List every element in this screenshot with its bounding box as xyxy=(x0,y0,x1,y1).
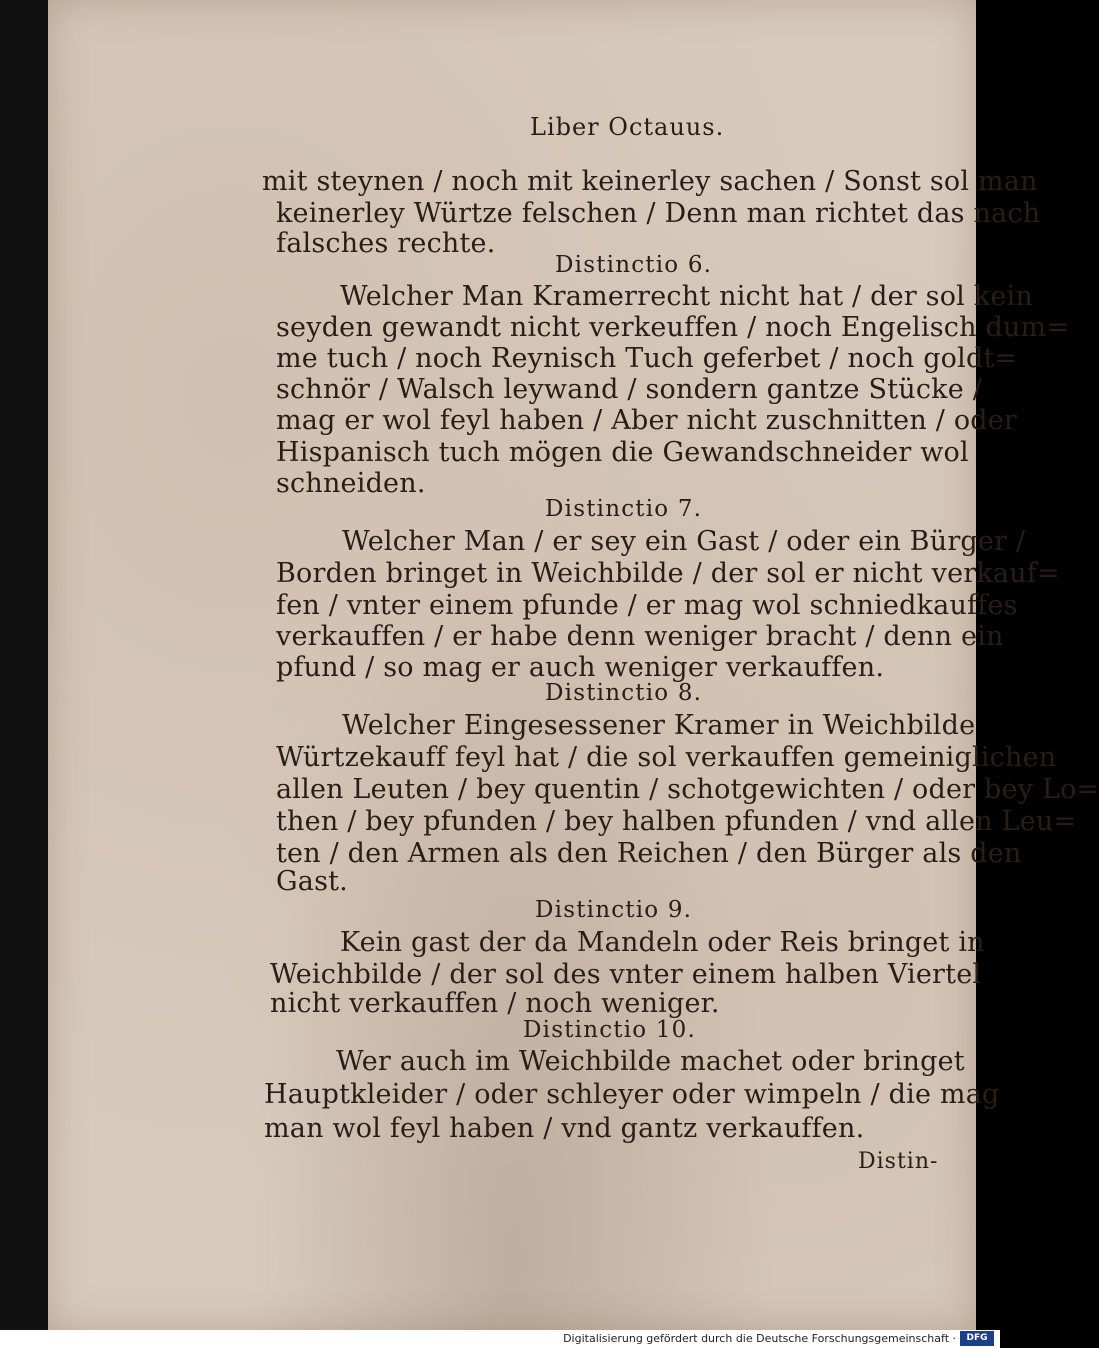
text-line: allen Leuten / bey quentin / schotgewichten / oder bey Lo= xyxy=(276,774,1099,805)
text-line: nicht verkauffen / noch weniger. xyxy=(270,988,720,1019)
text-line: verkauffen / er habe denn weniger bracht / denn ein xyxy=(276,621,1004,652)
text-line: seyden gewandt nicht verkeuffen / noch Engelisch dum= xyxy=(276,312,1070,343)
scan-edge xyxy=(0,0,48,1330)
digitization-credit: Digitalisierung gefördert durch die Deutsche Forschungsgemeinschaft · xyxy=(563,1332,956,1345)
text-line: Weichbilde / der sol des vnter einem halben Viertel xyxy=(270,959,982,990)
section-heading: Distinctio 7. xyxy=(545,496,703,522)
text-line: Wer auch im Weichbilde machet oder bringet xyxy=(336,1046,965,1077)
text-line: Kein gast der da Mandeln oder Reis bringet in xyxy=(340,927,985,958)
text-line: man wol feyl haben / vnd gantz verkauffen. xyxy=(264,1113,865,1144)
catchword: Distin- xyxy=(858,1149,939,1174)
text-line: Borden bringet in Weichbilde / der sol er nicht verkauf= xyxy=(276,558,1060,589)
section-heading: Distinctio 6. xyxy=(555,252,713,278)
text-line: Welcher Eingesessener Kramer in Weichbilde xyxy=(342,710,976,741)
running-head: Liber Octauus. xyxy=(530,113,725,141)
text-line: Würtzekauff feyl hat / die sol verkauffen gemeiniglichen xyxy=(276,742,1057,773)
text-line: Welcher Man Kramerrecht nicht hat / der sol kein xyxy=(340,281,1033,312)
text-line: ten / den Armen als den Reichen / den Bürger als den xyxy=(276,838,1022,869)
text-line: Hispanisch tuch mögen die Gewandschneider wol xyxy=(276,437,969,468)
text-line: falsches rechte. xyxy=(276,228,496,259)
text-line: pfund / so mag er auch weniger verkauffen. xyxy=(276,652,885,683)
text-line: schneiden. xyxy=(276,468,426,499)
text-line: me tuch / noch Reynisch Tuch geferbet / noch goldt= xyxy=(276,343,1018,374)
section-heading: Distinctio 9. xyxy=(535,897,693,923)
text-line: Welcher Man / er sey ein Gast / oder ein Bürger / xyxy=(342,526,1026,557)
text-line: fen / vnter einem pfunde / er mag wol schniedkauffes xyxy=(276,590,1018,621)
text-line: Hauptkleider / oder schleyer oder wimpeln / die mag xyxy=(264,1079,1000,1110)
text-line: Gast. xyxy=(276,866,348,897)
text-line: then / bey pfunden / bey halben pfunden / vnd allen Leu= xyxy=(276,806,1077,837)
text-line: mit steynen / noch mit keinerley sachen / Sonst sol man xyxy=(262,166,1038,197)
section-heading: Distinctio 10. xyxy=(523,1017,697,1043)
text-line: schnör / Walsch leywand / sondern gantze Stücke / xyxy=(276,374,982,405)
section-heading: Distinctio 8. xyxy=(545,680,703,706)
text-line: mag er wol feyl haben / Aber nicht zuschnitten / oder xyxy=(276,405,1018,436)
text-line: keinerley Würtze felschen / Denn man richtet das nach xyxy=(276,198,1041,229)
dfg-logo-icon[interactable]: DFG xyxy=(960,1331,994,1346)
